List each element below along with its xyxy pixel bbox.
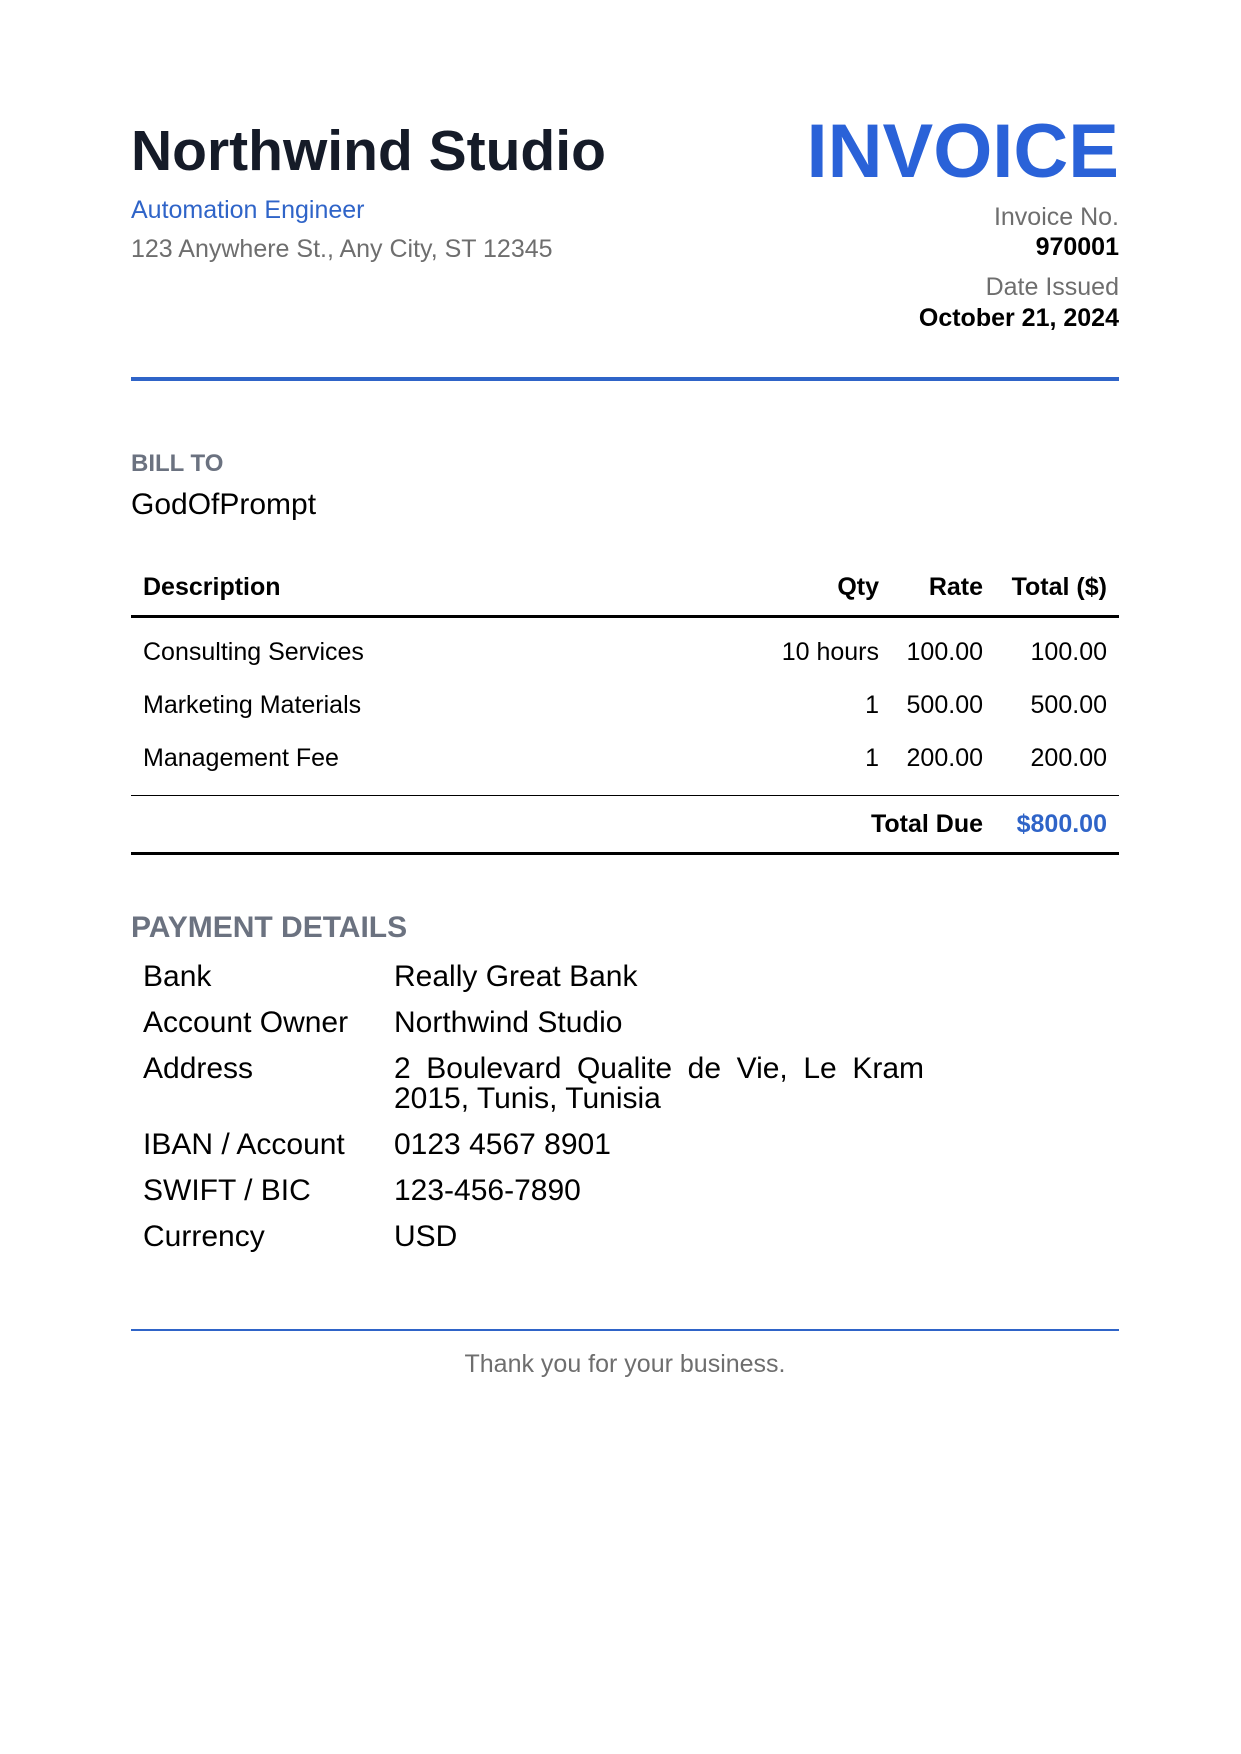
item-rate: 500.00: [906, 691, 983, 719]
payment-key: Address: [143, 1052, 254, 1085]
payment-key: SWIFT / BIC: [143, 1174, 311, 1207]
column-header-total: Total ($): [1011, 573, 1107, 601]
item-total: 200.00: [1030, 744, 1107, 772]
payment-value: Really Great Bank: [394, 960, 638, 993]
payment-key: Bank: [143, 960, 212, 993]
item-description: Consulting Services: [143, 638, 364, 666]
invoice-title: INVOICE: [806, 109, 1119, 194]
item-rate: 200.00: [906, 744, 983, 772]
line-items-table: [131, 560, 1119, 855]
item-description: Management Fee: [143, 744, 339, 772]
date-issued-label: Date Issued: [985, 273, 1119, 301]
payment-key: IBAN / Account: [143, 1128, 345, 1161]
bill-to-name: GodOfPrompt: [131, 488, 317, 521]
header-divider: [131, 377, 1119, 381]
payment-details-table: [131, 962, 936, 1268]
table-header-row: [131, 560, 1119, 617]
payment-row: [131, 1054, 936, 1130]
item-description: Marketing Materials: [143, 691, 362, 719]
item-rate: 100.00: [906, 638, 983, 666]
payment-row: [131, 1176, 936, 1222]
date-issued: October 21, 2024: [918, 304, 1119, 332]
payment-value: 2 Boulevard Qualite de Vie, Le Kram 2015, Tunis, Tunisia: [394, 1052, 924, 1115]
item-total: 500.00: [1030, 691, 1107, 719]
table-row: [131, 617, 1119, 680]
invoice-number-label: Invoice No.: [993, 203, 1119, 231]
total-due-amount: $800.00: [1016, 809, 1107, 838]
table-row: [131, 679, 1119, 732]
bill-to-label: BILL TO: [131, 450, 224, 477]
payment-value: 0123 4567 8901: [394, 1128, 611, 1161]
company-address: 123 Anywhere St., Any City, ST 12345: [131, 235, 553, 263]
payment-row: [131, 1130, 936, 1176]
payment-row: [131, 962, 936, 1008]
payment-value: 123-456-7890: [394, 1174, 581, 1207]
footer-divider: [131, 1329, 1119, 1331]
item-total: 100.00: [1030, 638, 1107, 666]
payment-key: Currency: [143, 1220, 265, 1253]
invoice-number: 970001: [1035, 233, 1119, 261]
table-row: [131, 732, 1119, 796]
company-name: Northwind Studio: [131, 119, 606, 183]
column-header-description: Description: [143, 573, 281, 601]
payment-value: USD: [394, 1220, 458, 1253]
payment-value: Northwind Studio: [394, 1006, 623, 1039]
total-due-row: [131, 796, 1119, 854]
column-header-rate: Rate: [928, 573, 983, 601]
company-role: Automation Engineer: [131, 196, 365, 224]
item-qty: 1: [865, 744, 879, 772]
thank-you-note: Thank you for your business.: [464, 1350, 786, 1378]
invoice-page: [131, 0, 1119, 1754]
payment-row: [131, 1222, 936, 1268]
total-due-label: Total Due: [870, 809, 983, 838]
payment-row: [131, 1008, 936, 1054]
payment-details-label: PAYMENT DETAILS: [131, 911, 408, 944]
item-qty: 10 hours: [781, 638, 879, 666]
column-header-qty: Qty: [837, 573, 879, 601]
payment-key: Account Owner: [143, 1006, 349, 1039]
item-qty: 1: [865, 691, 879, 719]
